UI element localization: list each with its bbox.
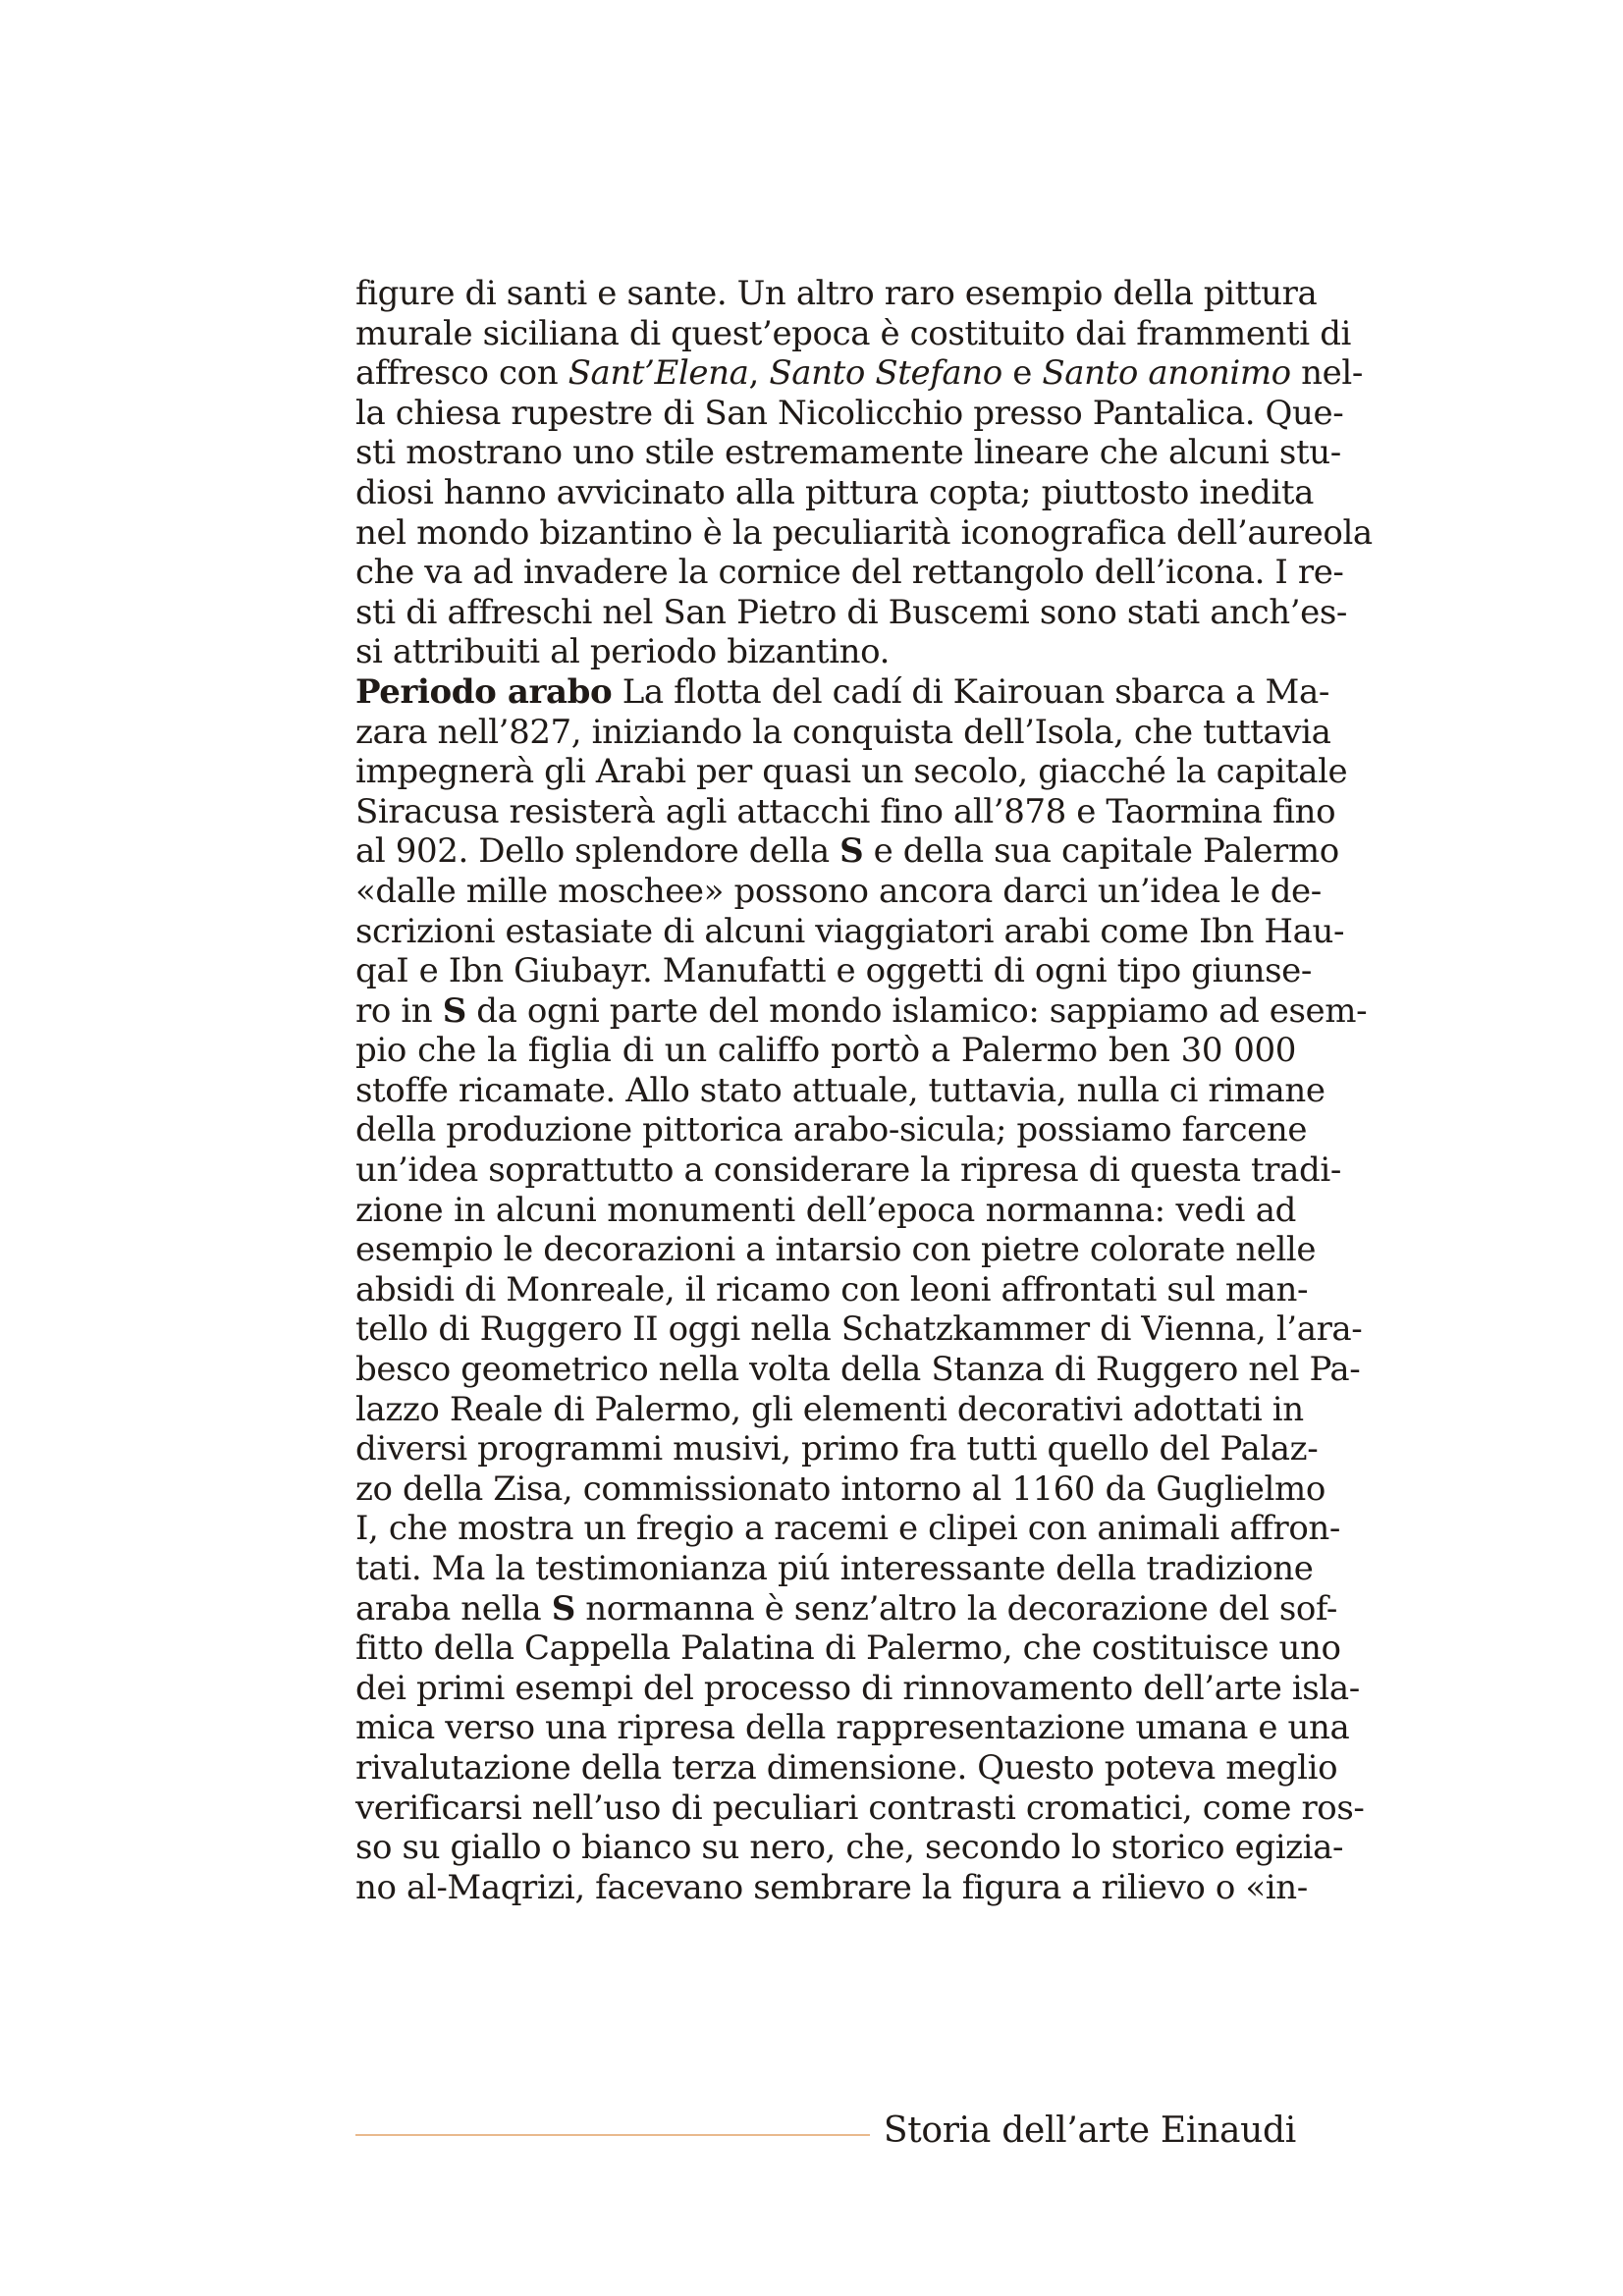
text-run: sti di affreschi nel San Pietro di Buscemi sono stati anch’es- [355,592,1348,632]
text-line [355,712,1331,753]
text-line [355,433,1341,473]
footer-rule [355,2134,870,2136]
text-line [355,472,1315,513]
text-run: tati. Ma la testimonianza piú interessante della tradizione [355,1549,1314,1588]
text-run: I, che mostra un fregio a racemi e clipei con animali affron- [355,1509,1340,1549]
text-run: si attribuiti al periodo bizantino. [355,632,891,672]
text-run: la chiesa rupestre di San Nicolicchio presso Pantalica. Que- [355,393,1344,433]
text-line [355,1788,1365,1829]
bold-run: S [442,990,466,1031]
text-run: absidi di Monreale, il ricamo con leoni affrontati sul man- [355,1269,1309,1309]
text-run: besco geometrico nella volta della Stanza di Ruggero nel Pa- [355,1350,1361,1390]
text-run: normanna è senz’altro la decorazione del sof- [574,1588,1338,1629]
text-line [355,1429,1319,1469]
text-run: diversi programmi musivi, primo fra tutti quello del Palaz- [355,1429,1319,1469]
text-line [355,1350,1361,1390]
text-run: al 902. Dello splendore della [355,831,840,872]
text-run: tello di Ruggero II oggi nella Schatzkammer di Vienna, l’ara- [355,1309,1363,1350]
text-line [355,393,1344,434]
text-line [355,553,1344,593]
text-line [355,1309,1363,1350]
text-line [355,632,1296,672]
body-text [355,274,1373,1907]
text-run: «dalle mille moschee» possono ancora darci un’idea le de- [355,871,1322,911]
footer-title: Storia dell’arte Einaudi [883,2110,1296,2151]
text-line [355,831,1339,872]
text-line [355,871,1322,912]
text-line [355,1070,1325,1111]
text-run: da ogni parte del mondo islamico: sappiamo ad esem- [465,990,1368,1031]
text-run: pio che la figlia di un califfo portò a Palermo ben 30 000 [355,1031,1296,1071]
text-run: impegnerà gli Arabi per quasi un secolo, giacché la capitale [355,752,1348,792]
text-line [355,671,1329,713]
italic-run: Sant’Elena [568,353,749,394]
text-line [355,353,1363,394]
text-run: rivalutazione della terza dimensione. Questo poteva meglio [355,1747,1338,1788]
text-run: murale siciliana di quest’epoca è costituito dai frammenti di [355,313,1352,353]
text-run: figure di santi e sante. Un altro raro esempio della pittura [355,274,1318,313]
text-run: fitto della Cappella Palatina di Palermo, che costituisce uno [355,1629,1341,1669]
text-run: nel mondo bizantino è la peculiarità iconografica dell’aureola [355,512,1373,553]
text-line [355,1150,1341,1191]
text-run: mica verso una ripresa della rappresentazione umana e una [355,1708,1350,1748]
text-run: scrizioni estasiate di alcuni viaggiatori arabi come Ibn Hau- [355,911,1345,951]
text-run: stoffe ricamate. Allo stato attuale, tuttavia, nulla ci rimane [355,1070,1325,1110]
text-line [355,1708,1350,1748]
text-run: so su giallo o bianco su nero, che, secondo lo storico egizia- [355,1828,1344,1868]
text-line [355,1031,1296,1071]
text-line [355,1668,1360,1709]
text-line [355,1588,1338,1629]
text-run: affresco con [355,353,568,394]
text-run: no al-Maqrizi, facevano sembrare la figura a rilievo o «in- [355,1867,1308,1907]
text-line [355,791,1336,832]
text-run: araba nella [355,1588,552,1629]
text-run: sti mostrano uno stile estremamente lineare che alcuni stu- [355,433,1341,473]
text-run: ro in [355,990,443,1031]
text-run: esempio le decorazioni a intarsio con pietre colorate nelle [355,1230,1317,1270]
text-line [355,1867,1308,1908]
text-run: zara nell’827, iniziando la conquista dell’Isola, che tuttavia [355,712,1331,752]
text-line [355,274,1318,314]
text-line [355,1110,1308,1150]
italic-run: Santo Stefano [769,353,1002,394]
text-line [355,1389,1304,1430]
text-line [355,1629,1341,1669]
italic-run: Santo anonimo [1042,353,1291,394]
text-line [355,1747,1338,1789]
text-run: un’idea soprattutto a considerare la ripresa di questa tradi- [355,1150,1341,1191]
bold-run: Periodo arabo [355,671,613,712]
text-run: lazzo Reale di Palermo, gli elementi decorativi adottati in [355,1389,1304,1429]
text-run: La flotta del cadí di Kairouan sbarca a Ma- [612,671,1329,712]
text-line [355,1509,1340,1549]
text-run: e della sua capitale Palermo [863,831,1339,872]
text-line [355,911,1345,952]
text-line [355,512,1373,554]
text-line [355,752,1348,792]
text-run: diosi hanno avvicinato alla pittura copta; piuttosto inedita [355,472,1315,512]
text-line [355,1549,1314,1589]
text-line [355,990,1368,1032]
text-run: nel- [1290,353,1363,394]
text-run: Siracusa resisterà agli attacchi fino all’878 e Taormina fino [355,791,1336,831]
text-line [355,1269,1309,1310]
text-run: che va ad invadere la cornice del rettangolo dell’icona. I re- [355,553,1344,593]
text-run: , [748,353,770,394]
text-run: zione in alcuni monumenti dell’epoca normanna: vedi ad [355,1190,1296,1230]
text-line [355,313,1352,354]
text-line [355,1191,1296,1231]
text-run: della produzione pittorica arabo-sicula; possiamo farcene [355,1110,1308,1150]
text-run: qaI e Ibn Giubayr. Manufatti e oggetti di ogni tipo giunse- [355,951,1312,991]
text-line [355,1468,1325,1510]
text-run: e [1001,353,1043,394]
text-run: zo della Zisa, commissionato intorno al 1160 da Guglielmo [355,1468,1325,1509]
text-line [355,1828,1344,1868]
text-line [355,951,1312,991]
text-line [355,592,1348,633]
text-run: dei primi esempi del processo di rinnovamento dell’arte isla- [355,1668,1360,1708]
text-run: verificarsi nell’uso di peculiari contrasti cromatici, come ros- [355,1788,1365,1828]
bold-run: S [551,1588,575,1629]
text-line [355,1230,1317,1270]
bold-run: S [839,831,864,872]
